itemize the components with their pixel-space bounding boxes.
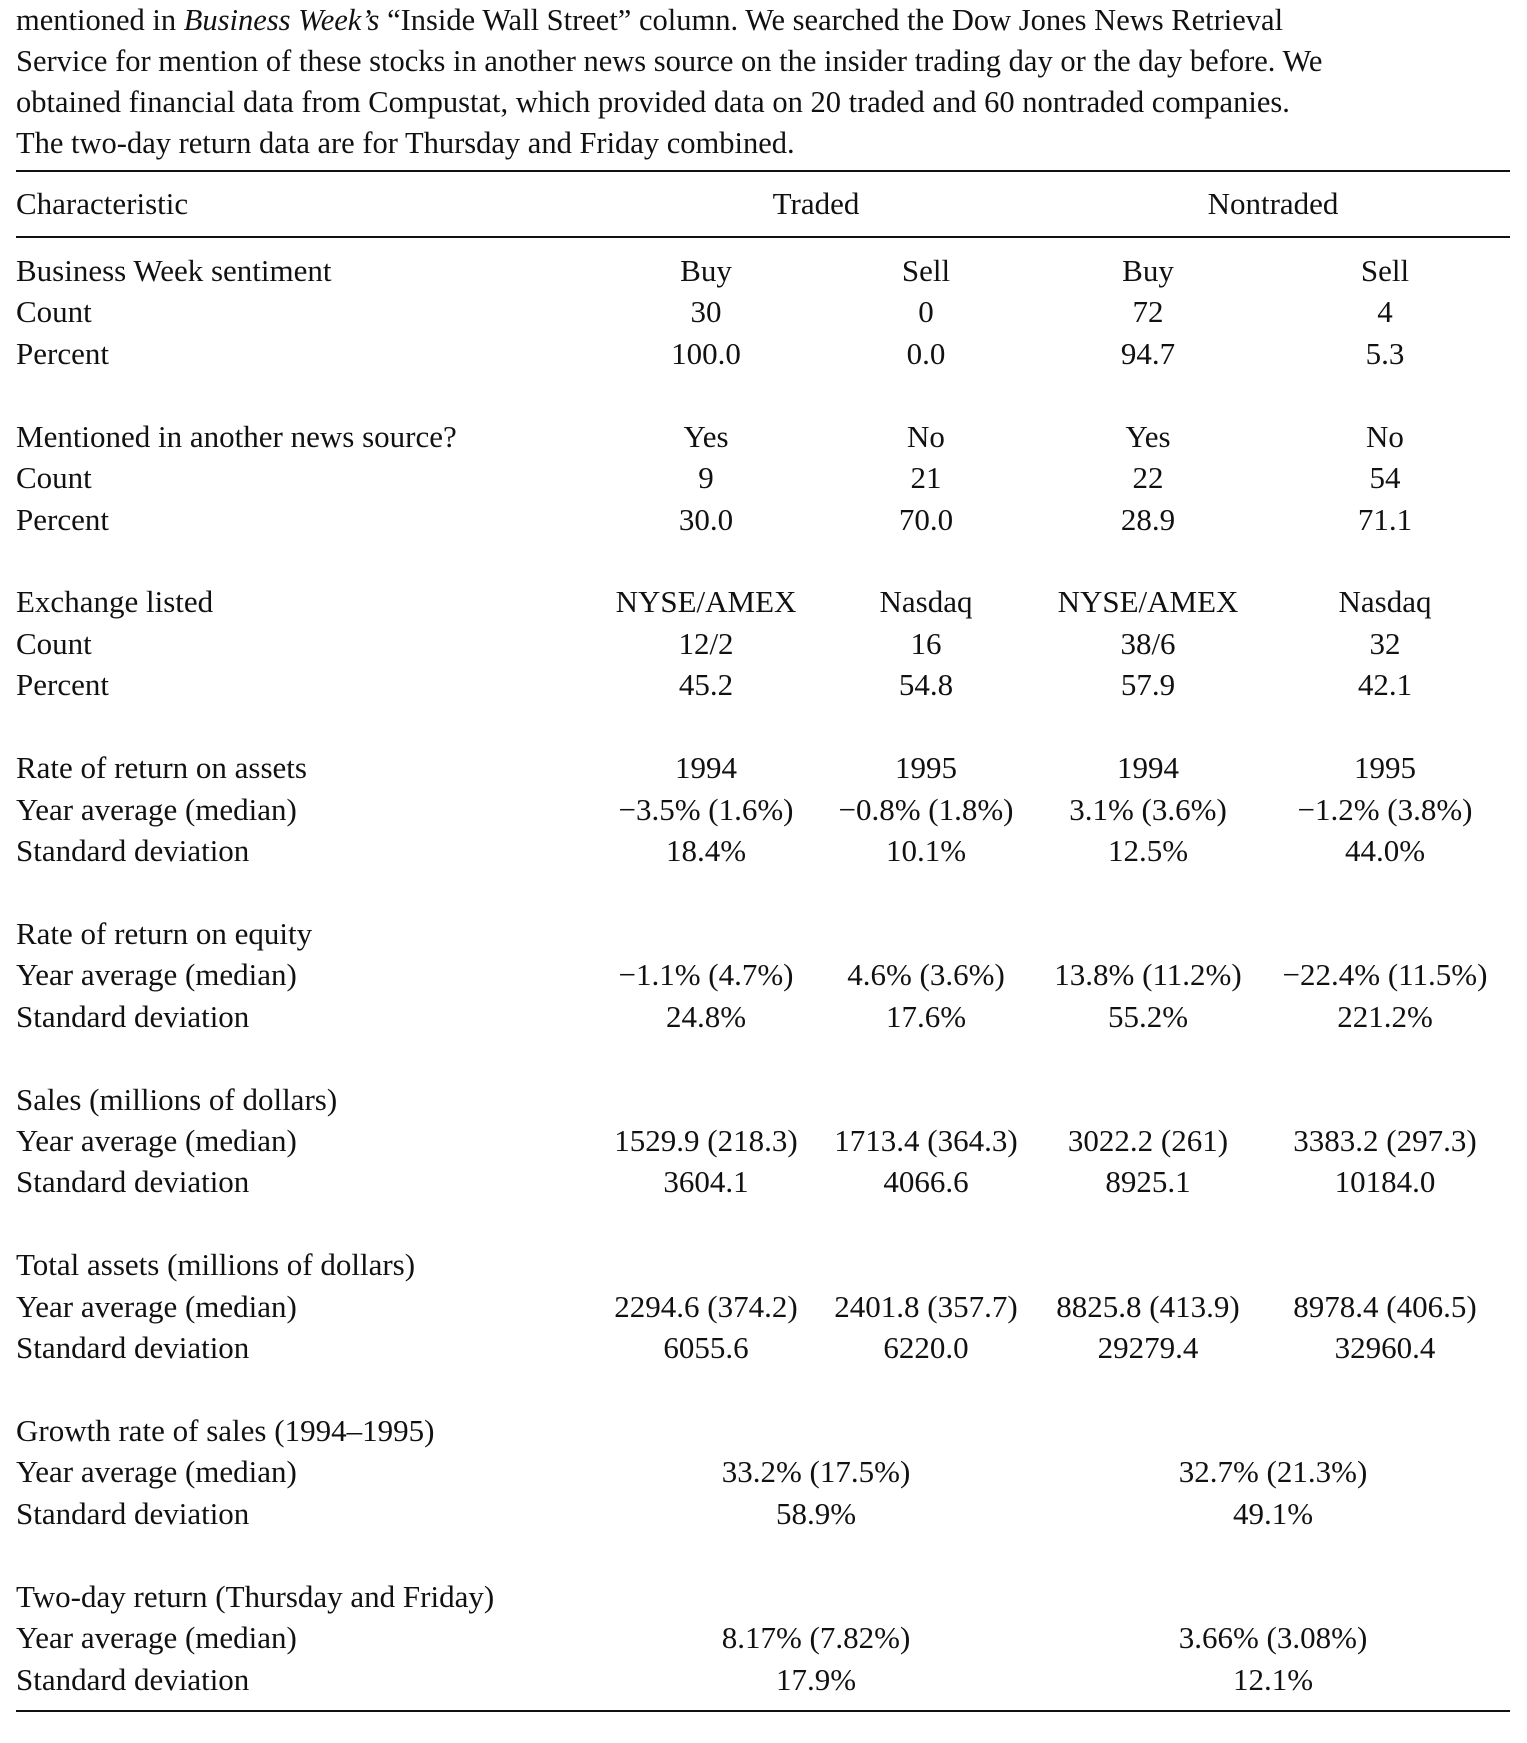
table-cell: 12.5% bbox=[1107, 832, 1189, 868]
table-cell: 16 bbox=[910, 625, 942, 661]
table-cell: 13.8% (11.2%) bbox=[1054, 957, 1242, 993]
table-cell: 54 bbox=[1369, 460, 1401, 496]
row-label: Standard deviation bbox=[16, 1661, 250, 1697]
table-cell: 0 bbox=[918, 294, 934, 330]
table-cell: −1.2% (3.8%) bbox=[1297, 791, 1473, 827]
table-cell: 4 bbox=[1377, 294, 1393, 330]
row-label: Count bbox=[16, 294, 92, 330]
table-cell: 221.2% bbox=[1337, 998, 1433, 1034]
caption-text: mentioned in bbox=[16, 3, 184, 37]
table-cell: No bbox=[907, 418, 945, 454]
row-label: Standard deviation bbox=[16, 1164, 250, 1200]
spacer bbox=[16, 1203, 1510, 1245]
header-row bbox=[16, 172, 1510, 236]
row-label: Mentioned in another news source? bbox=[16, 418, 457, 454]
table-cell: −1.1% (4.7%) bbox=[618, 957, 794, 993]
table-cell: 72 bbox=[1132, 294, 1164, 330]
table-cell: 4.6% (3.6%) bbox=[847, 957, 1005, 993]
table-cell bbox=[1260, 1244, 1510, 1285]
header-traded: Traded bbox=[772, 186, 860, 221]
caption-text: “Inside Wall Street” column. We searched the Dow Jones News Retrieval bbox=[379, 3, 1284, 37]
table-cell: −3.5% (1.6%) bbox=[618, 791, 794, 827]
table-row bbox=[16, 1410, 1510, 1451]
table-cell: 42.1 bbox=[1357, 667, 1413, 703]
table-cell bbox=[816, 1079, 1036, 1120]
table-row bbox=[16, 333, 1510, 374]
table-cell: 2294.6 (374.2) bbox=[614, 1288, 798, 1324]
row-label: Year average (median) bbox=[16, 1123, 297, 1158]
table-cell: −0.8% (1.8%) bbox=[838, 791, 1014, 827]
section-gap bbox=[16, 1369, 1510, 1411]
table-cell: 3604.1 bbox=[663, 1164, 749, 1200]
spacer bbox=[16, 1037, 1510, 1079]
spacer bbox=[16, 706, 1510, 748]
section-gap bbox=[16, 1534, 1510, 1576]
table-row bbox=[16, 1120, 1510, 1161]
table-row bbox=[16, 954, 1510, 995]
table-row bbox=[16, 1244, 1510, 1285]
table-cell: No bbox=[1366, 418, 1404, 454]
table-cell: 100.0 bbox=[671, 335, 741, 371]
table-cell: −22.4% (11.5%) bbox=[1282, 957, 1488, 993]
table-row bbox=[16, 250, 1510, 291]
table-row bbox=[16, 664, 1510, 705]
section-gap bbox=[16, 540, 1510, 582]
spacer bbox=[16, 540, 1510, 582]
table-cell: 24.8% bbox=[665, 998, 747, 1034]
table-cell: 12/2 bbox=[678, 625, 734, 661]
spacer bbox=[16, 1534, 1510, 1576]
table-cell: Nasdaq bbox=[879, 584, 973, 620]
section-gap bbox=[16, 1203, 1510, 1245]
row-label: Standard deviation bbox=[16, 1330, 250, 1366]
table-row bbox=[16, 830, 1510, 871]
table-cell-traded: 8.17% (7.82%) bbox=[721, 1620, 911, 1656]
row-label: Standard deviation bbox=[16, 998, 250, 1034]
table-cell: 4066.6 bbox=[883, 1164, 969, 1200]
row-label: Business Week sentiment bbox=[16, 253, 332, 288]
table-row bbox=[16, 499, 1510, 540]
table-cell: 0.0 bbox=[906, 335, 946, 371]
table-cell bbox=[1260, 913, 1510, 954]
row-label: Percent bbox=[16, 501, 109, 537]
spacer bbox=[16, 1369, 1510, 1411]
section-gap bbox=[16, 706, 1510, 748]
table-cell: 17.6% bbox=[885, 998, 967, 1034]
caption-line-3: obtained financial data from Compustat, which provided data on 20 traded and 60 nontraded companies. bbox=[16, 85, 1290, 119]
table-cell: 6220.0 bbox=[883, 1330, 969, 1366]
table-cell: 71.1 bbox=[1357, 501, 1413, 537]
table-cell: 1529.9 (218.3) bbox=[614, 1123, 798, 1158]
document-page bbox=[16, 0, 1510, 1712]
header-rule bbox=[16, 236, 1510, 238]
spacer bbox=[16, 871, 1510, 913]
header-nontraded: Nontraded bbox=[1207, 186, 1339, 221]
table-row bbox=[16, 416, 1510, 457]
row-label: Percent bbox=[16, 667, 109, 703]
table-row bbox=[16, 291, 1510, 332]
table-cell: 3383.2 (297.3) bbox=[1293, 1123, 1477, 1158]
header-characteristic: Characteristic bbox=[16, 186, 189, 221]
table-cell: 1995 bbox=[1354, 750, 1416, 786]
table-cell: 44.0% bbox=[1344, 832, 1426, 868]
table-cell: 18.4% bbox=[665, 832, 747, 868]
row-label: Growth rate of sales (1994–1995) bbox=[16, 1413, 435, 1449]
section-gap bbox=[16, 374, 1510, 416]
table-row bbox=[16, 623, 1510, 664]
caption-line-1 bbox=[16, 0, 1510, 41]
row-label: Count bbox=[16, 625, 92, 661]
table-cell: 6055.6 bbox=[663, 1330, 749, 1366]
row-label: Percent bbox=[16, 335, 109, 371]
table-cell: 8825.8 (413.9) bbox=[1056, 1288, 1240, 1324]
row-label: Year average (median) bbox=[16, 1288, 297, 1324]
row-label: Year average (median) bbox=[16, 1620, 297, 1656]
table-cell: 8925.1 bbox=[1105, 1164, 1191, 1200]
table-cell bbox=[596, 913, 816, 954]
table-cell: 8978.4 (406.5) bbox=[1293, 1288, 1477, 1324]
row-label: Standard deviation bbox=[16, 1495, 250, 1531]
table-cell-nontraded: 32.7% (21.3%) bbox=[1178, 1454, 1368, 1490]
caption-line-2: Service for mention of these stocks in another news source on the insider trading day or the day before. We bbox=[16, 44, 1323, 78]
table-row bbox=[16, 1079, 1510, 1120]
table-row bbox=[16, 747, 1510, 788]
table-row bbox=[16, 996, 1510, 1037]
table-cell: 70.0 bbox=[898, 501, 954, 537]
table-cell bbox=[596, 1079, 816, 1120]
table-cell: 10184.0 bbox=[1334, 1164, 1436, 1200]
table-cell: 9 bbox=[698, 460, 714, 496]
table-cell: 1995 bbox=[895, 750, 957, 786]
row-label: Two-day return (Thursday and Friday) bbox=[16, 1578, 495, 1614]
table-cell: Buy bbox=[1122, 253, 1174, 288]
row-label: Year average (median) bbox=[16, 1454, 297, 1490]
table-cell: 30 bbox=[690, 294, 722, 330]
section-gap bbox=[16, 1037, 1510, 1079]
table-cell-nontraded bbox=[1036, 1410, 1510, 1451]
table-cell: Sell bbox=[901, 253, 951, 288]
table-cell: Yes bbox=[683, 418, 729, 454]
row-label: Rate of return on equity bbox=[16, 915, 313, 951]
table-cell: 5.3 bbox=[1365, 335, 1405, 371]
table-row bbox=[16, 581, 1510, 622]
caption-line-4: The two-day return data are for Thursday and Friday combined. bbox=[16, 126, 795, 160]
row-label: Total assets (millions of dollars) bbox=[16, 1247, 416, 1283]
table-cell-traded: 58.9% bbox=[775, 1495, 857, 1531]
table-cell: Sell bbox=[1360, 253, 1410, 288]
table-cell: NYSE/AMEX bbox=[1057, 584, 1239, 620]
header-table bbox=[16, 172, 1510, 236]
table-cell: 10.1% bbox=[885, 832, 967, 868]
table-row bbox=[16, 913, 1510, 954]
table-cell: 1994 bbox=[675, 750, 737, 786]
table-cell bbox=[1036, 1079, 1260, 1120]
table-cell: 54.8 bbox=[898, 667, 954, 703]
row-label: Year average (median) bbox=[16, 957, 297, 993]
table-cell-traded: 33.2% (17.5%) bbox=[721, 1454, 911, 1490]
table-cell bbox=[816, 913, 1036, 954]
table-caption bbox=[16, 0, 1510, 164]
table-cell-nontraded: 3.66% (3.08%) bbox=[1178, 1620, 1368, 1656]
caption-italic-text: Business Week’s bbox=[183, 3, 380, 37]
table-cell: 32 bbox=[1369, 625, 1401, 661]
table-cell: 55.2% bbox=[1107, 998, 1189, 1034]
table-row bbox=[16, 1451, 1510, 1492]
table-cell-traded bbox=[596, 1576, 1036, 1617]
row-label: Standard deviation bbox=[16, 832, 250, 868]
table-cell: Buy bbox=[680, 253, 732, 288]
statistics-table bbox=[16, 250, 1510, 1700]
table-row bbox=[16, 1659, 1510, 1700]
table-cell bbox=[1260, 1079, 1510, 1120]
table-row bbox=[16, 457, 1510, 498]
table-row bbox=[16, 1576, 1510, 1617]
table-cell bbox=[596, 1244, 816, 1285]
spacer bbox=[16, 374, 1510, 416]
table-row bbox=[16, 789, 1510, 830]
table-cell-traded: 17.9% bbox=[775, 1661, 857, 1697]
row-label: Count bbox=[16, 460, 92, 496]
table-cell: 2401.8 (357.7) bbox=[834, 1288, 1018, 1324]
table-cell: 30.0 bbox=[678, 501, 734, 537]
table-row bbox=[16, 1327, 1510, 1368]
table-cell: 1994 bbox=[1117, 750, 1179, 786]
table-cell: 57.9 bbox=[1120, 667, 1176, 703]
row-label: Rate of return on assets bbox=[16, 750, 307, 786]
row-label: Year average (median) bbox=[16, 791, 297, 827]
table-cell-traded bbox=[596, 1410, 1036, 1451]
table-cell bbox=[1036, 913, 1260, 954]
row-label: Exchange listed bbox=[16, 584, 214, 620]
table-row bbox=[16, 1286, 1510, 1327]
table-cell: 1713.4 (364.3) bbox=[834, 1123, 1018, 1158]
section-gap bbox=[16, 871, 1510, 913]
bottom-rule bbox=[16, 1710, 1510, 1712]
table-row bbox=[16, 1161, 1510, 1202]
table-cell-nontraded: 12.1% bbox=[1232, 1661, 1314, 1697]
table-cell: 3.1% (3.6%) bbox=[1069, 791, 1227, 827]
table-cell-nontraded: 49.1% bbox=[1232, 1495, 1314, 1531]
table-cell: 3022.2 (261) bbox=[1067, 1123, 1229, 1158]
table-cell: 22 bbox=[1132, 460, 1164, 496]
table-cell: 38/6 bbox=[1120, 625, 1176, 661]
table-cell: 32960.4 bbox=[1334, 1330, 1436, 1366]
table-cell: 29279.4 bbox=[1097, 1330, 1199, 1366]
table-cell: 28.9 bbox=[1120, 501, 1176, 537]
table-cell-nontraded bbox=[1036, 1576, 1510, 1617]
table-cell: Yes bbox=[1125, 418, 1171, 454]
table-cell: 21 bbox=[910, 460, 942, 496]
table-row bbox=[16, 1493, 1510, 1534]
table-cell: NYSE/AMEX bbox=[615, 584, 797, 620]
table-cell bbox=[1036, 1244, 1260, 1285]
table-cell bbox=[816, 1244, 1036, 1285]
table-row bbox=[16, 1617, 1510, 1658]
table-cell: Nasdaq bbox=[1338, 584, 1432, 620]
table-cell: 45.2 bbox=[678, 667, 734, 703]
row-label: Sales (millions of dollars) bbox=[16, 1081, 338, 1117]
table-cell: 94.7 bbox=[1120, 335, 1176, 371]
